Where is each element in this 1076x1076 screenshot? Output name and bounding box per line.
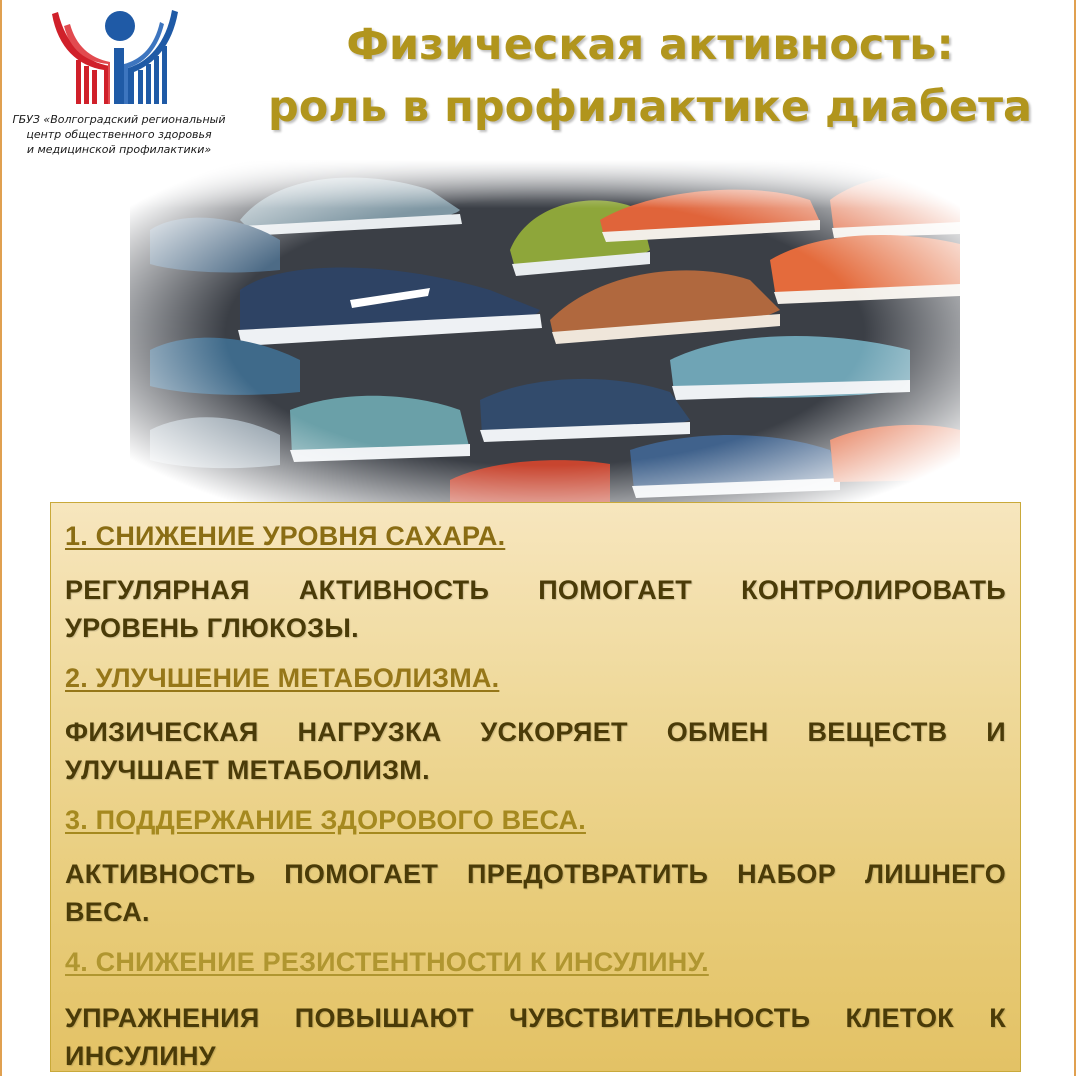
page-title-line-2: роль в профилактике диабета [267, 82, 1033, 132]
organization-name [8, 112, 230, 157]
benefit-3-text: АКТИВНОСТЬ ПОМОГАЕТ ПРЕДОТВРАТИТЬ НАБОР ЛИШНЕГО ВЕСА. [65, 859, 1006, 927]
benefit-4-heading: 4. СНИЖЕНИЕ РЕЗИСТЕНТНОСТИ К ИНСУЛИНУ. [65, 947, 709, 977]
benefit-2-text: ФИЗИЧЕСКАЯ НАГРУЗКА УСКОРЯЕТ ОБМЕН ВЕЩЕСТВ И УЛУЧШАЕТ МЕТАБОЛИЗМ. [65, 717, 1006, 785]
benefit-2-heading: 2. УЛУЧШЕНИЕ МЕТАБОЛИЗМА. [65, 663, 500, 693]
regional-health-center-emblem-icon [48, 4, 188, 109]
page-title-line-1: Физическая активность: [346, 20, 954, 70]
running-shoes-image [130, 160, 960, 505]
page-title [235, 14, 1065, 138]
organization-name-line-2: центр общественного здоровья [26, 128, 212, 141]
benefit-4-text: УПРАЖНЕНИЯ ПОВЫШАЮТ ЧУВСТВИТЕЛЬНОСТЬ КЛЕТОК К ИНСУЛИНУ [65, 1003, 1006, 1071]
benefits-panel [50, 502, 1021, 1072]
organization-logo [8, 4, 230, 174]
benefit-1-heading: 1. СНИЖЕНИЕ УРОВНЯ САХАРА. [65, 521, 506, 551]
organization-name-line-3: и медицинской профилактики» [26, 143, 212, 156]
benefit-1-text: РЕГУЛЯРНАЯ АКТИВНОСТЬ ПОМОГАЕТ КОНТРОЛИРОВАТЬ УРОВЕНЬ ГЛЮКОЗЫ. [65, 575, 1006, 643]
benefit-3-heading: 3. ПОДДЕРЖАНИЕ ЗДОРОВОГО ВЕСА. [65, 805, 586, 835]
running-shoes-photo [130, 160, 960, 505]
organization-name-line-1: ГБУЗ «Волгоградский региональный [12, 113, 226, 126]
left-border [0, 0, 2, 1076]
